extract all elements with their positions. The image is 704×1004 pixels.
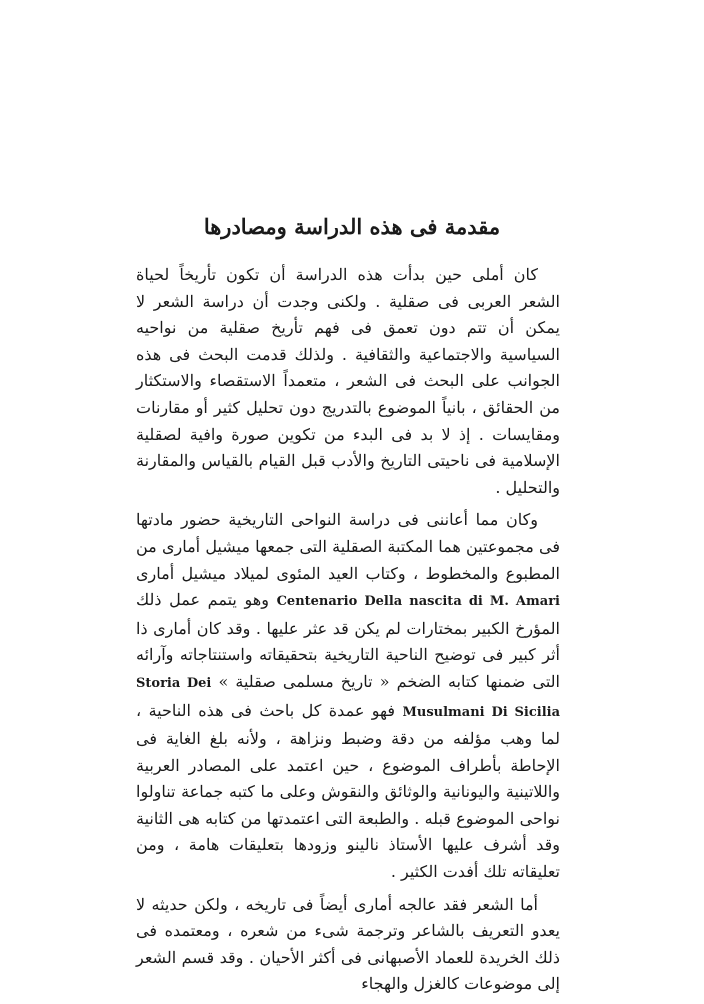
text-segment: فهو عمدة كل باحث فى هذه الناحية ، لما وهب مؤلفه من دقة وضبط ونزاهة ، ولأنه بلغ الغاية فى الإحاطة بأطراف الموضوع ، حين اعتمد على المصادر العربية واللاتينية واليونانية والوثائق والنقوش وعلى ما كتبه جماعة تناولوا نواحى الموضوع قبله . والطبعة التى اعتمدتها من كتابه هى الثانية وقد أشرف عليها الأستاذ نالينو وزودها بتعليقات هامة ، ومن تعليقاته تلك أفدت الكثير . <box>136 700 560 882</box>
body-text <box>136 262 560 1004</box>
text-segment: أما الشعر فقد عالجه أمارى أيضاً فى تاريخه ، ولكن حديثه لا يعدو التعريف بالشاعر وترجمة شىء من شعره ، ومعتمده فى ذلك الخريدة للعماد الأصبهانى فى أكثر الأحيان . وقد قسم الشعر إلى موضوعات كالغزل والهجاء <box>136 894 560 994</box>
latin-title: Storia Dei Musulmani Di Sicilia <box>136 675 560 720</box>
text-segment: وهو يتمم عمل ذلك المؤرخ الكبير بمختارات لم يكن قد عثر عليها . وقد كان أمارى ذا أثر كبير فى توضيح الناحية التاريخية بتحقيقاته واستنتاجاته وآرائه التى ضمنها كتابه الضخم « تاريخ مسلمى صقلية » <box>136 590 560 691</box>
paragraph-1 <box>136 262 560 501</box>
page-title: مقدمة فى هذه الدراسة ومصادرها <box>203 214 501 239</box>
text-segment: وكان مما أعاننى فى دراسة النواحى التاريخية حضور مادتها فى مجموعتين هما المكتبة الصقلية التى جمعها ميشيل أمارى من المطبوع والمخطوط ، وكتاب العيد المئوى لميلاد ميشيل أمارى <box>136 510 560 583</box>
paragraph-3 <box>136 892 560 998</box>
paragraph-2 <box>136 507 560 885</box>
text-segment: كان أملى حين بدأت هذه الدراسة أن تكون تأريخاً لحياة الشعر العربى فى صقلية . ولكنى وجدت أن دراسة الشعر لا يمكن أن تتم دون تعمق فى فهم تأريخ صقلية من نواحيه السياسية والاجتماعية والثقافية . ولذلك قدمت البحث فى هذه الجوانب على البحث فى الشعر ، متعمداً الاستقصاء والاستكثار من الحقائق ، بانياً الموضوع بالتدريج دون تحليل كثير أو مقارنات ومقايسات . إذ لا بد فى البدء من تكوين صورة وافية لصقلية الإسلامية فى ناحيتى التاريخ والأدب قبل القيام بالقياس والمقارنة والتحليل . <box>136 265 560 497</box>
latin-title: Centenario Della nascita di M. Amari <box>276 594 560 610</box>
